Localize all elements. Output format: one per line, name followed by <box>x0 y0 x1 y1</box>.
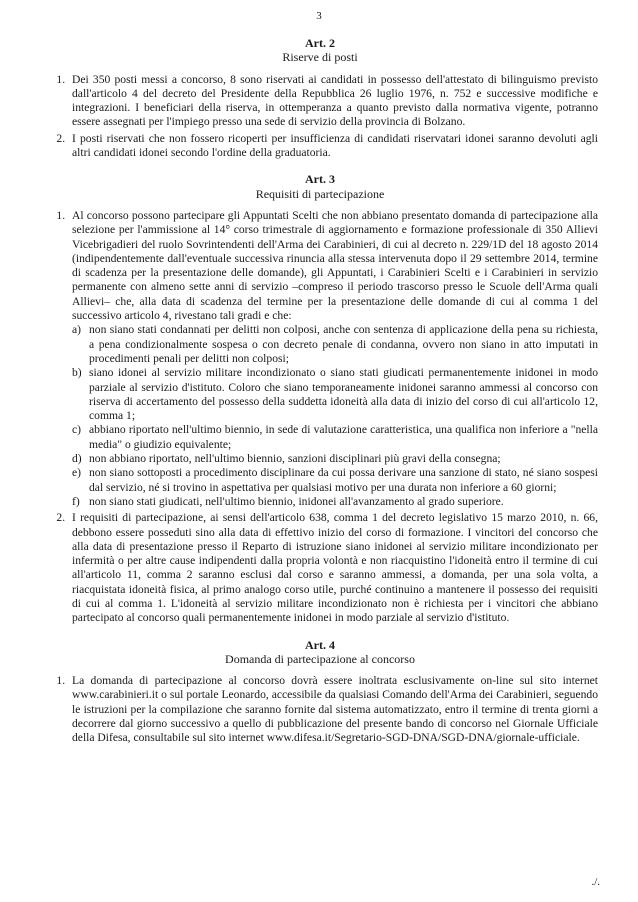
item-marker: d) <box>72 452 82 466</box>
clause <box>68 132 598 161</box>
clause-list <box>42 73 598 161</box>
item-marker: a) <box>72 323 82 337</box>
clause-text: I posti riservati che non fossero ricoperti per insufficienza di candidati riservatari idonei saranno devoluti agli altri candidati idonei secondo l'ordine della graduatoria. <box>72 131 598 160</box>
item-text: abbiano riportato nell'ultimo biennio, in sede di valutazione caratteristica, una qualifica non inferiore a "nella media" o giudizio equivalente; <box>89 423 598 451</box>
item-marker: b) <box>72 366 82 380</box>
clause <box>68 674 598 745</box>
requirement-item <box>72 466 598 495</box>
article-2 <box>42 36 598 160</box>
requirement-item <box>72 423 598 452</box>
clause-list <box>42 209 598 626</box>
continuation-mark: ./. <box>591 876 600 888</box>
item-marker: f) <box>72 494 80 508</box>
article-title: Art. 2 <box>305 36 335 50</box>
item-text: non siano sottoposti a procedimento disciplinare da cui possa derivare una sanzione di stato, né siano sospesi dal servizio, né si trovino in aspettativa per qualsiasi motivo per una durata non inferiore a 60 giorni; <box>89 466 598 494</box>
document-body <box>42 36 598 758</box>
clause-text: Al concorso possono partecipare gli Appuntati Scelti che non abbiano presentato domanda di partecipazione alla selezione per l'ammissione al 14° corso trimestrale di aggiornamento e formazione professionale di 350 Allievi Vicebrigadieri del ruolo Sovrintendenti dell'Arma dei Carabinieri, di cui al decreto n. 229/1D del 18 agosto 2014 (indipendentemente dall'eventuale successiva rinuncia alla stessa intervenuta dopo il 29 settembre 2014, termine di scadenza per la presentazione delle domande), gli Appuntati, i Carabinieri Scelti e i Carabinieri in servizio permanente con almeno sette anni di servizio –compreso il periodo trascorso presso le Scuole dell'Arma quali Allievi– che, alla data di scadenza del termine per la presentazione delle domande di cui al comma 1 del successivo articolo 4, rivestano tali gradi e che: <box>72 208 598 323</box>
article-subtitle: Domanda di partecipazione al concorso <box>225 651 415 666</box>
item-text: non siano stati giudicati, nell'ultimo biennio, inidonei all'avanzamento al grado superiore. <box>89 494 504 508</box>
item-marker: c) <box>72 423 82 437</box>
article-subtitle: Riserve di posti <box>282 50 358 65</box>
clause <box>68 511 598 625</box>
requirement-item <box>72 323 598 366</box>
page-number: 3 <box>316 10 322 22</box>
article-4 <box>42 638 598 746</box>
article-title: Art. 4 <box>305 637 335 652</box>
article-title: Art. 3 <box>305 172 335 187</box>
clause <box>68 73 598 130</box>
requirement-item <box>72 452 598 466</box>
requirement-item <box>72 495 598 509</box>
item-marker: e) <box>72 466 82 480</box>
article-3 <box>42 172 598 625</box>
clause <box>68 209 598 509</box>
item-text: non siano stati condannati per delitti non colposi, anche con sentenza di applicazione della pena su richiesta, a pena condizionalmente sospesa o con decreto penale di condanna, ovvero non siano in atto imputati in procedimenti penali per delitti non colposi; <box>89 323 598 365</box>
item-text: siano idonei al servizio militare incondizionato o siano stati giudicati permanentemente inidonei in modo parziale al servizio d'istituto. Coloro che siano temporaneamente inidonei saranno ammessi al concorso con riserva di accertamento del possesso della suddetta idoneità alla data di inizio del corso di cui all'articolo 12, comma 1; <box>89 366 598 423</box>
requirement-item <box>72 366 598 423</box>
requirement-list <box>72 323 598 509</box>
clause-text: Dei 350 posti messi a concorso, 8 sono riservati ai candidati in possesso dell'attestato di bilinguismo previsto dall'articolo 4 del decreto del Presidente della Repubblica 26 luglio 1976, n. 752 e successive modifiche e integrazioni. I beneficiari della riserva, in ottemperanza a quanto previsto dalla normativa vigente, potranno essere assegnati per l'impiego presso una sede di servizio della provincia di Bolzano. <box>72 72 598 129</box>
article-subtitle: Requisiti di partecipazione <box>255 186 385 201</box>
clause-text: I requisiti di partecipazione, ai sensi dell'articolo 638, comma 1 del decreto legislativo 15 marzo 2010, n. 66, debbono essere posseduti sino alla data di effettivo inizio del corso di formazione. I vincitori del concorso che alla data di presentazione presso il Reparto di istruzione siano inidonei al servizio militare incondizionato per infermità o per altre cause indipendenti dalla propria volontà e non riacquistino l'idoneità entro il termine di cui all'articolo 11, comma 2 saranno esclusi dal corso e saranno ammessi, a domanda, per una sola volta, a riacquistata idoneità fisica, al primo analogo corso utile, purché continuino a mantenere il possesso dei requisiti di cui al comma 1. L'idoneità al servizio militare incondizionato non è richiesta per i vincitori che abbiano partecipato al concorso quali permanentemente inidonei in modo parziale al servizio d'istituto. <box>72 511 598 625</box>
clause-text: La domanda di partecipazione al concorso dovrà essere inoltrata esclusivamente on-line sul sito internet www.carabinieri.it o sul portale Leonardo, accessibile da qualsiasi Comando dell'Arma dei Carabinieri, seguendo le istruzioni per la compilazione che saranno fornite dal sistema automatizzato, entro il termine di trenta giorni a decorrere dal giorno successivo a quello di pubblicazione del presente bando di concorso nel Giornale Ufficiale della Difesa, consultabile sul sito internet www.difesa.it/Segretario-SGD-DNA/SGD-DNA/giornale-ufficiale. <box>72 674 598 745</box>
clause-list <box>42 674 598 745</box>
item-text: non abbiano riportato, nell'ultimo biennio, sanzioni disciplinari più gravi della consegna; <box>89 452 501 466</box>
